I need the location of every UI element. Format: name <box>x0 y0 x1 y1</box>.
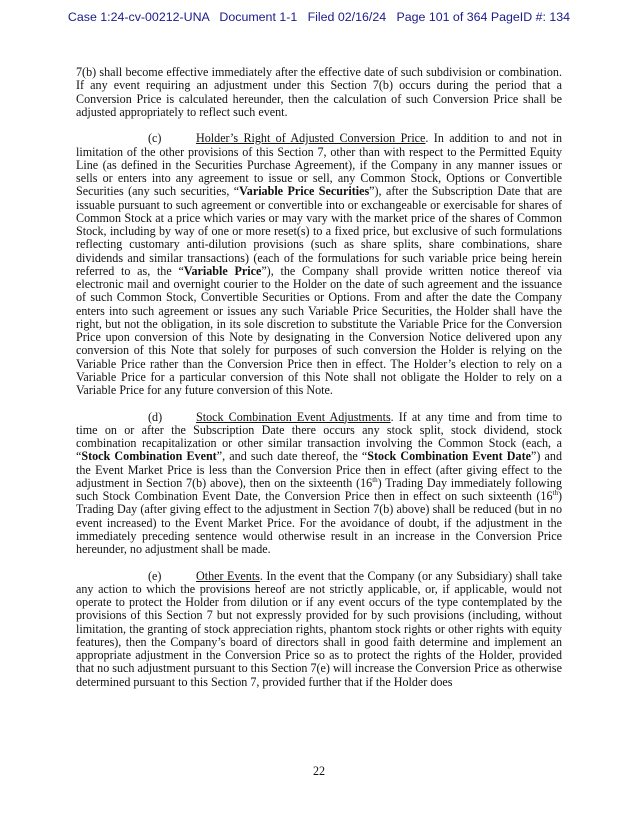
court-filing-header <box>0 10 638 24</box>
defined-term: Variable Price Securities <box>239 184 370 199</box>
paragraph-7b-continuation <box>76 66 562 119</box>
paragraph-text: ”, and such date thereof, the “ <box>216 449 368 464</box>
defined-term: Stock Combination Event <box>81 449 217 464</box>
paragraph-text: ”), the Company shall provide written notice thereof via electronic mail and overnight courier to the Holder on the date of such agreement and the issuance of such Common Stock, Convertible Securities or Options. From and after the date the Company enters into such agreement or issues any such Variable Price Securities, the Holder shall have the right, but not the obligation, in its sole discretion to substitute the Variable Price for the Conversion Price upon conversion of this Note by designating in the Conversion Notice delivered upon any conversion of this Note that solely for purposes of such conversion the Holder is relying on the Variable Price rather than the Conversion Price then in effect. The Holder’s election to rely on a Variable Price for a particular conversion of this Note shall not obligate the Holder to rely on a Variable Price for any future conversion of this Note. <box>76 263 562 397</box>
ordinal-superscript: th <box>372 475 378 484</box>
section-heading: Stock Combination Event Adjustments <box>196 409 391 424</box>
case-number: Case 1:24-cv-00212-UNA <box>67 10 210 24</box>
paragraph-7d <box>76 411 562 557</box>
paragraph-7e <box>76 570 562 689</box>
ordinal-superscript: th <box>552 488 558 497</box>
page-number: 22 <box>312 764 326 778</box>
paragraph-text: ) Trading Day (after giving effect to the adjustment in Section 7(b) above) shall be reduced (but in no event increased) to the Event Market Price. For the avoidance of doubt, if the adjustment in the immediately preceding sentence would otherwise result in an increase in the Conversion Price hereunder, no adjustment shall be made. <box>76 489 562 556</box>
filed-date: Filed 02/16/24 <box>307 10 387 24</box>
section-heading: Holder’s Right of Adjusted Conversion Price <box>196 131 426 146</box>
paragraph-text: . In the event that the Company (or any Subsidiary) shall take any action to which the provisions hereof are not strictly applicable, or, if applicable, would not operate to protect the Holder from dilution or if any event occurs of the type contemplated by the provisions of this Section 7 but not expressly provided for by such provisions (including, without limitation, the granting of stock appreciation rights, phantom stock rights or other rights with equity features), then the Company’s board of directors shall in good faith determine and implement an appropriate adjustment in the Conversion Price so as to protect the rights of the Holder, provided that no such adjustment pursuant to this Section 7(e) will increase the Conversion Price as otherwise determined pursuant to this Section 7, provided further that if the Holder does <box>76 568 562 689</box>
paragraph-text: ”), after the Subscription Date that are issuable pursuant to such agreement or convertible into or exchangeable or exercisable for shares of Common Stock at a price which varies or may vary with the market price of the shares of Common Stock, including by way of one or more reset(s) to a fixed price, but exclusive of such formulations reflecting customary anti-dilution provisions (such as share splits, share combinations, share dividends and similar transactions) (each of the formulations for such variable price being herein referred to as, the “ <box>76 184 562 278</box>
paragraph-text: 7(b) shall become effective immediately after the effective date of such subdivision or combination. If any event requiring an adjustment under this Section 7(b) occurs during the period that a Conversion Price is calculated hereunder, then the calculation of such Conversion Price shall be adjusted appropriately to reflect such event. <box>76 65 562 119</box>
paragraph-text: . If at any time and from time to time on or after the Subscription Date there occurs any stock split, stock dividend, stock combination recapitalization or other similar transaction involving the Common Stock (each, a “ <box>76 409 562 464</box>
defined-term: Stock Combination Event Date <box>367 449 531 464</box>
paragraph-text: ) Trading Day immediately following such Stock Combination Event Date, the Conversion Price then in effect on such sixteenth (16 <box>76 475 562 503</box>
section-heading: Other Events <box>196 568 260 583</box>
section-label: (c) <box>148 131 162 146</box>
page-count: Page 101 of 364 <box>396 10 488 24</box>
paragraph-7c <box>76 132 562 397</box>
paragraph-text: . In addition to and not in limitation of the other provisions of this Section 7, other than with respect to the Permitted Equity Line (as defined in the Securities Purchase Agreement), if the Company in any manner issues or sells or enters into any agreement to issue or sell, any Common Stock, Options or Convertible Securities (any such securities, “ <box>76 131 562 199</box>
section-label: (d) <box>148 409 163 424</box>
section-label: (e) <box>148 568 162 583</box>
document-body <box>76 66 562 702</box>
defined-term: Variable Price <box>183 263 262 278</box>
document-number: Document 1-1 <box>219 10 298 24</box>
page-id: PageID #: 134 <box>490 10 571 24</box>
paragraph-text: ”) and the Event Market Price is less than the Conversion Price then in effect (after giving effect to the adjustment in Section 7(b) above), then on the sixteenth (16 <box>76 449 563 490</box>
